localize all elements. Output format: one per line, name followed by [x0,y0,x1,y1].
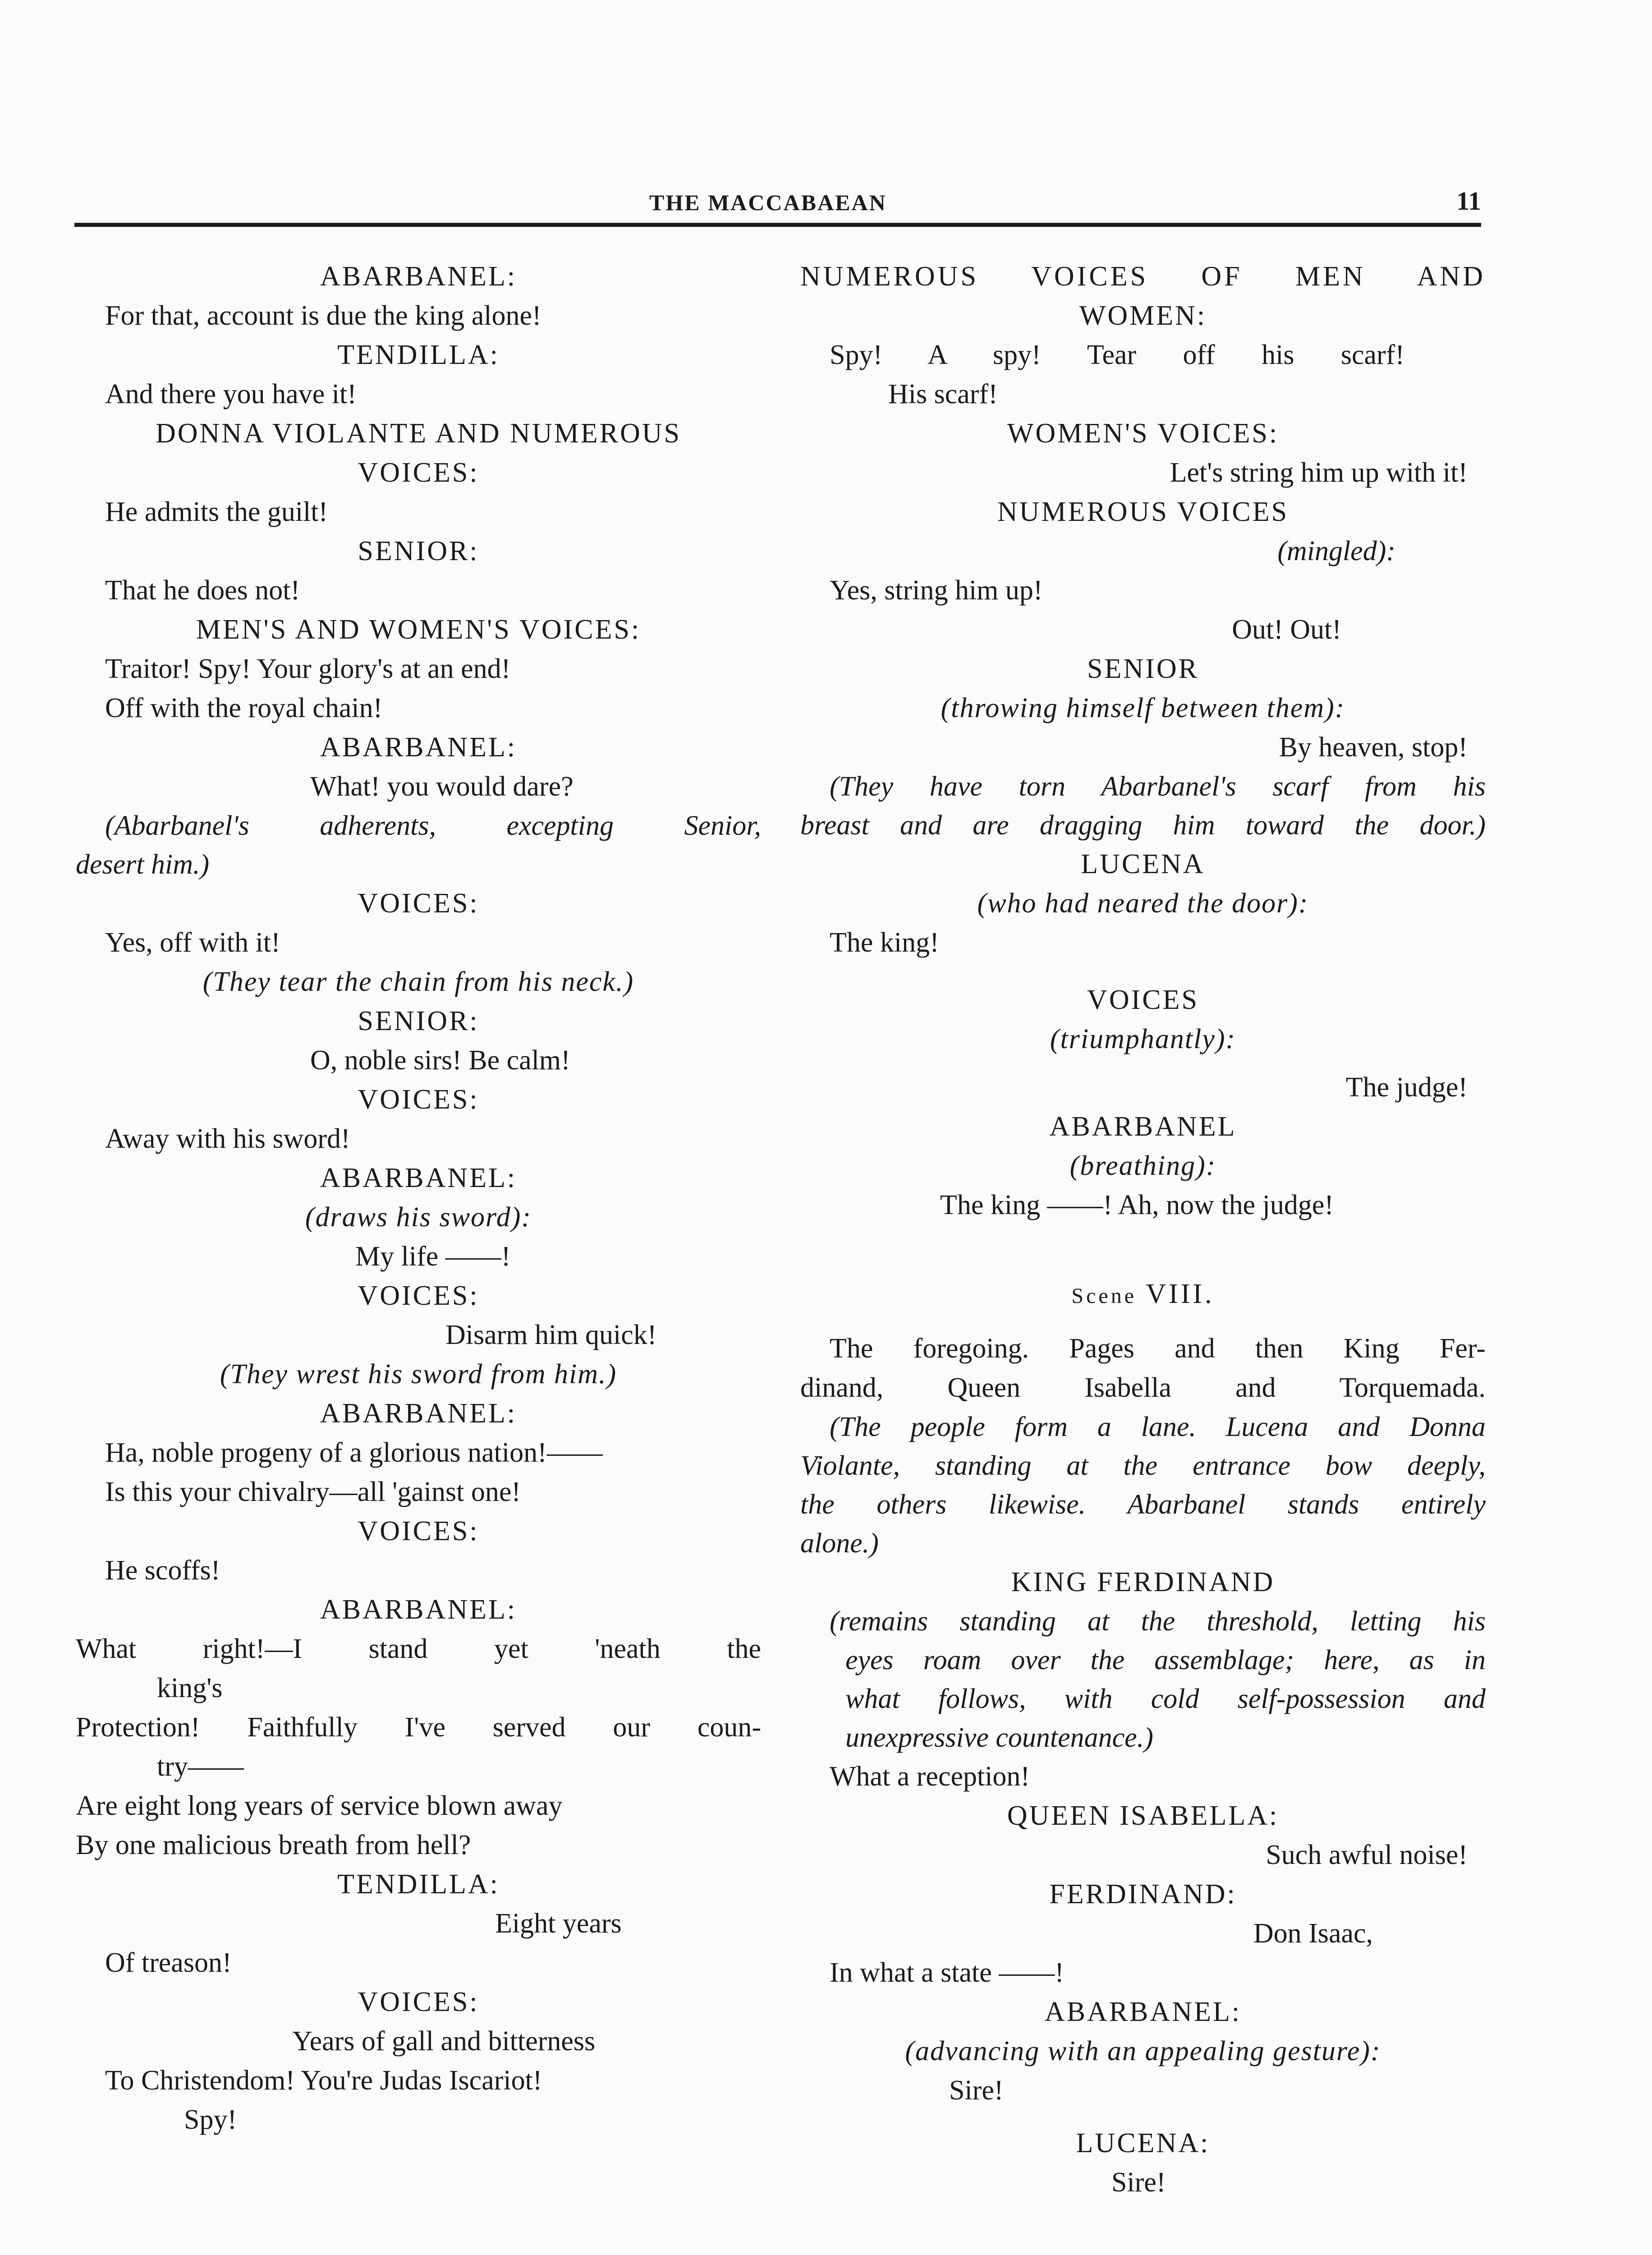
scene-label: Scene [1071,1284,1137,1308]
dialogue-line: He scoffs! [105,1555,220,1586]
scene-text: dinand, Queen Isabella and Torquemada. [800,1372,1486,1403]
scene-heading [800,1275,1486,1316]
dialogue-line: Sire! [949,2075,1004,2106]
speaker-name: MEN'S AND WOMEN'S VOICES: [196,614,641,645]
speaker-name: TENDILLA: [337,340,500,370]
dialogue-line: Ha, noble progeny of a glorious nation!—— [105,1437,603,1468]
speaker-name: WOMEN'S VOICES: [1007,418,1279,449]
stage-direction: (They have torn Abarbanel's scarf from his [830,771,1486,802]
stage-direction: (Abarbanel's adherents, excepting Senior, [105,810,761,841]
stage-direction: (The people form a lane. Lucena and Donna [830,1412,1486,1442]
dialogue-line: His scarf! [888,379,998,410]
dialogue-line: By one malicious breath from hell? [76,1830,471,1860]
stage-direction: unexpressive countenance.) [845,1722,1153,1753]
dialogue-line: My life ——! [355,1241,511,1272]
dialogue-line: Spy! A spy! Tear off his scarf! [830,340,1404,370]
page-number: 11 [1456,186,1481,216]
speaker-name: ABARBANEL: [320,732,517,763]
dialogue-line: The king! [830,927,939,958]
dialogue-line: What! you would dare? [310,771,574,802]
stage-direction: alone.) [800,1528,879,1559]
stage-direction: (advancing with an appealing gesture): [905,2036,1381,2066]
stage-direction: the others likewise. Abarbanel stands entirely [800,1489,1486,1520]
speaker-name: VOICES: [358,1280,479,1311]
speaker-name: DONNA VIOLANTE AND NUMEROUS [155,418,682,449]
dialogue-line: Away with his sword! [105,1123,350,1154]
speaker-name: VOICES: [358,1987,479,2017]
dialogue-line: Off with the royal chain! [105,693,383,723]
speaker-name: SENIOR [1087,653,1199,684]
stage-direction: breast and are dragging him toward the door.) [800,810,1486,841]
dialogue-line: Let's string him up with it! [1170,457,1468,488]
stage-direction: eyes roam over the assemblage; here, as in [845,1645,1486,1675]
page-header [74,186,1481,221]
stage-direction: (remains standing at the threshold, letting his [830,1606,1486,1637]
speaker-name: NUMEROUS VOICES OF MEN AND [800,261,1486,292]
speaker-name: ABARBANEL: [320,1163,517,1193]
dialogue-line: Spy! [184,2104,237,2135]
speaker-name: KING FERDINAND [1011,1567,1275,1597]
dialogue-line: That he does not! [105,575,300,606]
dialogue-line: O, noble sirs! Be calm! [310,1045,570,1076]
dialogue-line: By heaven, stop! [1279,732,1468,763]
speaker-name: VOICES: [358,1084,479,1115]
speaker-name: ABARBANEL: [320,1398,517,1429]
header-rule [74,223,1481,227]
dialogue-line: Such awful noise! [1266,1840,1468,1870]
stage-direction: (They tear the chain from his neck.) [202,966,634,997]
dialogue-line: Sire! [1111,2167,1166,2198]
dialogue-line: Traitor! Spy! Your glory's at an end! [105,653,511,684]
dialogue-line: Out! Out! [1232,614,1341,645]
stage-direction: (They wrest his sword from him.) [220,1359,617,1390]
dialogue-line: He admits the guilt! [105,497,328,527]
dialogue-line: Eight years [495,1908,622,1939]
stage-direction: Violante, standing at the entrance bow deeply, [800,1450,1486,1481]
dialogue-line: Are eight long years of service blown away [76,1790,563,1821]
scene-number: VIII. [1146,1279,1215,1309]
dialogue-line: To Christendom! You're Judas Iscariot! [105,2065,542,2096]
dialogue-line: In what a state ——! [830,1957,1064,1988]
speaker-name: ABARBANEL [1049,1111,1237,1142]
dialogue-line: And there you have it! [105,379,357,410]
speaker-name: VOICES: [358,888,479,919]
speaker-name: LUCENA: [1076,2128,1210,2158]
left-column [76,257,761,2140]
speaker-name: LUCENA [1081,849,1205,879]
stage-direction: (throwing himself between them): [941,693,1345,723]
dialogue-line: Years of gall and bitterness [292,2026,596,2057]
speaker-name: FERDINAND: [1049,1879,1237,1910]
right-column [800,257,1486,2202]
speaker-name: NUMEROUS VOICES [997,497,1289,527]
dialogue-line: Is this your chivalry—all 'gainst one! [105,1477,521,1507]
dialogue-line: Protection! Faithfully I've served our coun- [76,1712,761,1743]
stage-direction: what follows, with cold self-possession and [845,1684,1486,1714]
dialogue-line: Disarm him quick! [445,1320,657,1350]
stage-direction: (mingled): [1277,536,1395,566]
dialogue-line: Yes, string him up! [830,575,1043,606]
dialogue-line: For that, account is due the king alone! [105,300,541,331]
dialogue-line: The king ——! Ah, now the judge! [940,1190,1334,1220]
dialogue-line: try—— [157,1751,244,1782]
speaker-name: QUEEN ISABELLA: [1007,1800,1279,1831]
dialogue-line: The judge! [1345,1072,1468,1103]
dialogue-line: Of treason! [105,1947,232,1978]
dialogue-line: Don Isaac, [1253,1918,1373,1949]
dialogue-line: king's [157,1673,223,1703]
stage-direction: (who had neared the door): [977,888,1309,919]
speaker-name: ABARBANEL: [320,1594,517,1625]
stage-direction: (draws his sword): [305,1202,532,1233]
speaker-name: ABARBANEL: [320,261,517,292]
speaker-name: VOICES: [358,1516,479,1546]
speaker-name: ABARBANEL: [1044,1997,1242,2027]
running-title: THE MACCABAEAN [649,190,887,215]
speaker-name: SENIOR: [358,1006,479,1036]
speaker-name: VOICES [1087,985,1199,1015]
speaker-name: WOMEN: [1079,300,1207,331]
speaker-name: SENIOR: [358,536,479,566]
stage-direction: (breathing): [1069,1151,1216,1181]
stage-direction: desert him.) [76,849,210,880]
dialogue-line: Yes, off with it! [105,927,280,958]
stage-direction: (triumphantly): [1050,1024,1236,1054]
speaker-name: VOICES: [358,457,479,488]
dialogue-line: What right!—I stand yet 'neath the [76,1634,761,1664]
speaker-name: TENDILLA: [337,1869,500,1900]
scene-text: The foregoing. Pages and then King Fer- [830,1333,1486,1364]
dialogue-line: What a reception! [830,1761,1030,1792]
